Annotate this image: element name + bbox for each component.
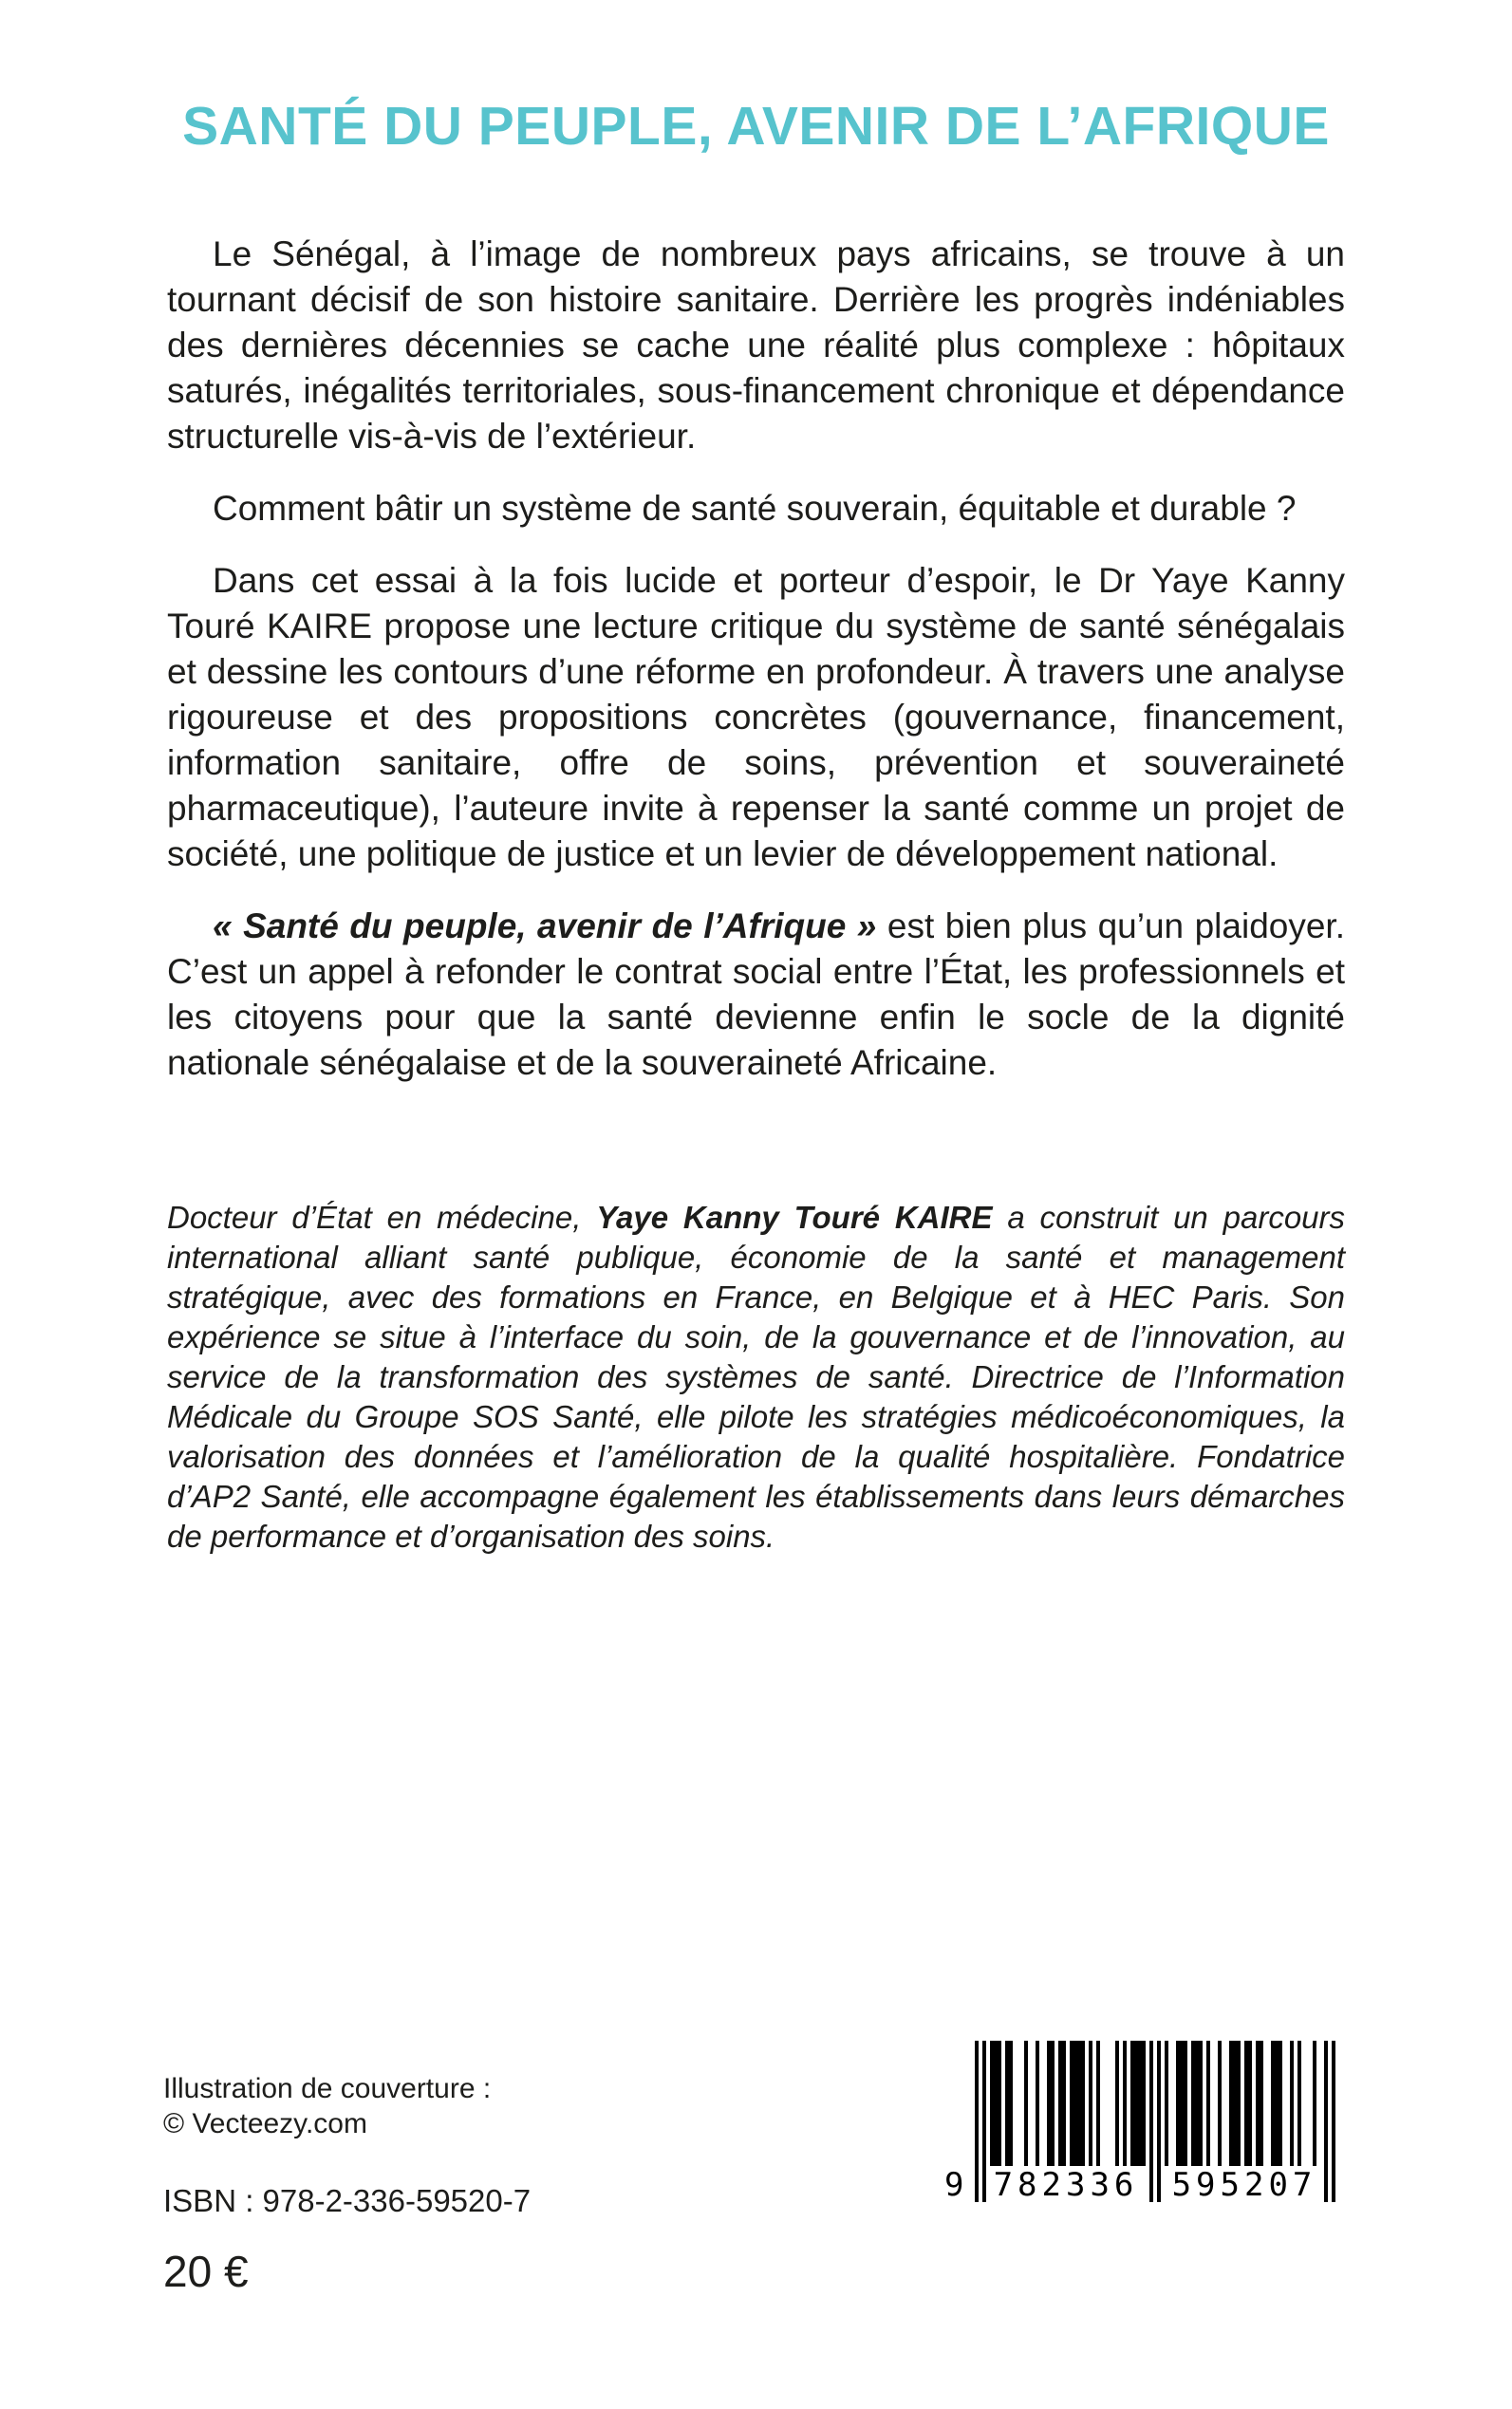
author-bio-rest: a construit un parcours international alliant santé publique, économie de la santé et management stratégique, avec des formations en France, en Belgique et à HEC Paris. Son expérience se situe à l’interface du soin, de la gouvernance et de l’innovation, au service de la transformation des systèmes de santé. Directrice de l’Information Médicale du Groupe SOS Santé, elle pilote les stratégies médicoéconomiques, la valorisation des données et l’amélioration de la qualité hospitalière. Fondatrice d’AP2 Santé, elle accompagne également les établissements dans leurs démarches de performance et d’organisation des soins. <box>167 1200 1346 1554</box>
synopsis-paragraph-3: Dans cet essai à la fois lucide et porteur d’espoir, le Dr Yaye Kanny Touré KAIRE propose une lecture critique du système de santé sénégalais et dessine les contours d’une réforme en profondeur. À travers une analyse rigoureuse et des propositions concrètes (gouvernance, financement, information sanitaire, offre de soins, prévention et souveraineté pharmaceutique), l’auteure invite à repenser la santé comme un projet de société, une politique de justice et un levier de développement national. <box>167 561 1345 873</box>
author-bio <box>167 1198 1345 1557</box>
author-bio-lead: Docteur d’État en médecine, <box>167 1200 597 1235</box>
barcode <box>944 2041 1347 2213</box>
illustration-credit-label: Illustration de couverture : <box>163 2073 492 2104</box>
isbn-text: ISBN : 978-2-336-59520-7 <box>163 2183 532 2218</box>
synopsis-paragraph-4 <box>167 904 1345 1086</box>
synopsis-paragraph-1: Le Sénégal, à l’image de nombreux pays africains, se trouve à un tournant décisif de son histoire sanitaire. Derrière les progrès indéniables des dernières décennies se cache une réalité plus complexe : hôpitaux saturés, inégalités territoriales, sous-financement chronique et dépendance structurelle vis-à-vis de l’extérieur. <box>167 234 1345 456</box>
synopsis-paragraph-4-rest: est bien plus qu’un plaidoyer. C’est un appel à refonder le contrat social entre l’État, les professionnels et les citoyens pour que la santé devienne enfin le socle de la dignité nationale sénégalaise et de la souveraineté Africaine. <box>167 906 1345 1082</box>
barcode-left-digits: 782336 <box>986 2166 1146 2204</box>
illustration-credit: © Vecteezy.com <box>163 2108 367 2139</box>
author-name: Yaye Kanny Touré KAIRE <box>596 1200 993 1235</box>
page-title: SANTÉ DU PEUPLE, AVENIR DE L’AFRIQUE <box>182 96 1330 157</box>
book-title-quote: « Santé du peuple, avenir de l’Afrique » <box>213 906 877 945</box>
barcode-first-digit: 9 <box>944 2166 964 2204</box>
price-text: 20 € <box>163 2247 249 2296</box>
barcode-right-digits: 595207 <box>1165 2166 1324 2204</box>
synopsis-question: Comment bâtir un système de santé souverain, équitable et durable ? <box>213 489 1297 528</box>
illustration-credit-block <box>163 2071 491 2141</box>
